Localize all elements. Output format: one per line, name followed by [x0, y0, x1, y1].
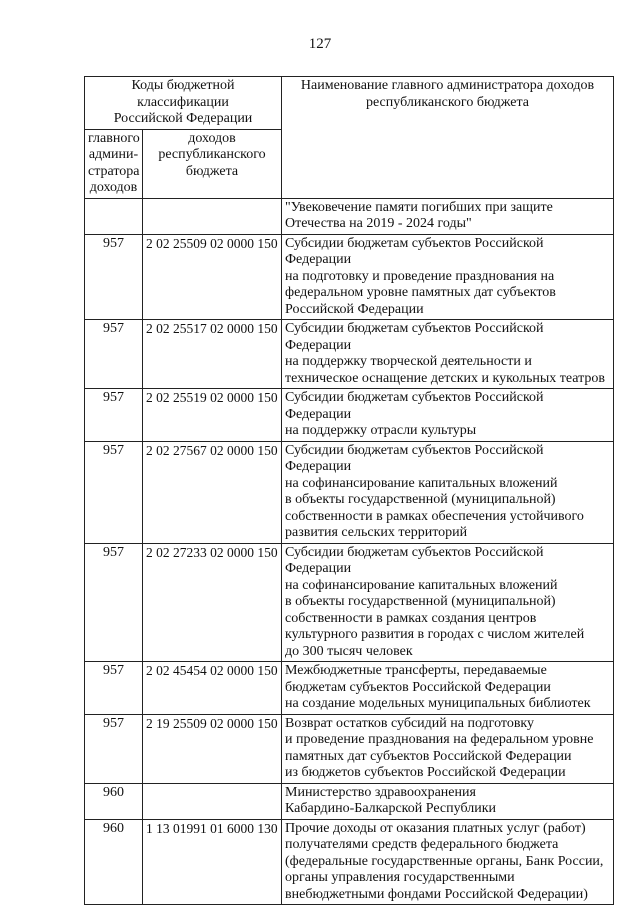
income-name-line: техническое оснащение детских и кукольных театров	[285, 370, 606, 386]
income-code-cell	[143, 198, 282, 234]
table-row	[85, 234, 614, 320]
income-code-cell	[143, 783, 282, 819]
income-name-line: на подготовку и проведение празднования на	[285, 268, 555, 284]
income-name-line: Субсидии бюджетам субъектов Российской Федерации	[285, 442, 544, 474]
income-name-line: получателями средств федерального бюджета	[285, 837, 559, 852]
income-name-cell	[282, 320, 614, 389]
income-name-line: собственности в рамках создания центров	[285, 610, 537, 626]
income-name-line: в объекты государственной (муниципальной)	[285, 594, 556, 609]
income-name-line: внебюджетными фондами Российской Федерации)	[285, 886, 588, 902]
income-name-line: бюджетам субъектов Российской Федерации	[285, 679, 551, 695]
income-name-line: на поддержку творческой деятельности и	[285, 354, 532, 369]
table-row	[85, 662, 614, 715]
table-row	[85, 783, 614, 819]
income-name-line: Возврат остатков субсидий на подготовку	[285, 715, 535, 731]
header-codes-group: Коды бюджетной классификации Российской Федерации	[85, 77, 282, 130]
income-name-line: из бюджетов субъектов Российской Федерации	[285, 765, 566, 780]
income-code-cell: 2 02 25517 02 0000 150	[143, 320, 282, 389]
income-name-line: Субсидии бюджетам субъектов Российской Федерации	[285, 321, 544, 353]
income-name-line: Субсидии бюджетам субъектов Российской Федерации	[285, 544, 544, 576]
admin-code-cell	[85, 198, 143, 234]
income-name-line: на поддержку отрасли культуры	[285, 423, 477, 438]
income-name-line: Прочие доходы от оказания платных услуг (работ)	[285, 820, 586, 836]
admin-code-cell: 960	[85, 819, 143, 905]
admin-code-cell: 957	[85, 320, 143, 389]
income-name-line: до 300 тысяч человек	[285, 643, 413, 659]
budget-classification-table	[84, 76, 614, 905]
income-name-line: и проведение празднования на федеральном уровне	[285, 732, 594, 747]
income-name-line: органы управления государственными	[285, 870, 515, 885]
income-name-cell	[282, 662, 614, 715]
admin-code-cell: 957	[85, 714, 143, 783]
table-body	[85, 198, 614, 905]
admin-code-cell: 957	[85, 234, 143, 320]
header-name-column: Наименование главного администратора доходов республиканского бюджета	[282, 77, 614, 199]
income-name-line: Кабардино-Балкарской Республики	[285, 801, 496, 816]
admin-code-cell: 957	[85, 543, 143, 662]
income-code-cell: 2 02 25519 02 0000 150	[143, 389, 282, 442]
income-code-cell: 2 02 27567 02 0000 150	[143, 441, 282, 543]
income-name-line: развития сельских территорий	[285, 525, 468, 540]
income-name-line: Субсидии бюджетам субъектов Российской Федерации	[285, 235, 544, 267]
income-name-line: (федеральные государственные органы, Банк России,	[285, 853, 604, 869]
income-name-line: Министерство здравоохранения	[285, 784, 476, 800]
table-row	[85, 543, 614, 662]
page-number: 127	[308, 36, 332, 52]
income-name-cell	[282, 819, 614, 905]
income-name-cell	[282, 543, 614, 662]
income-name-cell	[282, 783, 614, 819]
income-name-line: Субсидии бюджетам субъектов Российской Федерации	[285, 390, 544, 422]
income-code-cell: 2 02 27233 02 0000 150	[143, 543, 282, 662]
admin-code-cell: 957	[85, 441, 143, 543]
income-name-line: Российской Федерации	[285, 301, 424, 317]
income-name-line: на создание модельных муниципальных библиотек	[285, 696, 591, 711]
income-name-line: в объекты государственной (муниципальной)	[285, 492, 556, 507]
table-row	[85, 198, 614, 234]
income-name-line: памятных дат субъектов Российской Федерации	[285, 748, 572, 764]
income-name-line: федеральном уровне памятных дат субъектов	[285, 285, 556, 300]
income-name-line: на софинансирование капитальных вложений	[285, 577, 558, 593]
income-name-line: культурного развития в городах с числом жителей	[285, 627, 585, 642]
income-name-cell	[282, 234, 614, 320]
income-name-line: на софинансирование капитальных вложений	[285, 475, 558, 491]
admin-code-cell: 957	[85, 389, 143, 442]
header-admin-column: главного админи- стратора доходов	[85, 129, 143, 198]
income-name-cell	[282, 441, 614, 543]
table-row	[85, 441, 614, 543]
income-name-line: Отечества на 2019 - 2024 годы"	[285, 216, 472, 231]
income-name-line: "Увековечение памяти погибших при защите	[285, 199, 553, 215]
income-name-cell	[282, 389, 614, 442]
income-code-cell: 2 02 25509 02 0000 150	[143, 234, 282, 320]
income-code-cell: 1 13 01991 01 6000 130	[143, 819, 282, 905]
income-name-cell	[282, 198, 614, 234]
income-name-line: собственности в рамках обеспечения устойчивого	[285, 508, 584, 524]
header-row-top	[85, 77, 614, 130]
income-name-cell	[282, 714, 614, 783]
admin-code-cell: 960	[85, 783, 143, 819]
income-code-cell: 2 19 25509 02 0000 150	[143, 714, 282, 783]
header-income-column: доходов республиканского бюджета	[143, 129, 282, 198]
table-row	[85, 819, 614, 905]
table-row	[85, 320, 614, 389]
income-name-line: Межбюджетные трансферты, передаваемые	[285, 663, 547, 678]
table-row	[85, 389, 614, 442]
income-code-cell: 2 02 45454 02 0000 150	[143, 662, 282, 715]
admin-code-cell: 957	[85, 662, 143, 715]
table-row	[85, 714, 614, 783]
